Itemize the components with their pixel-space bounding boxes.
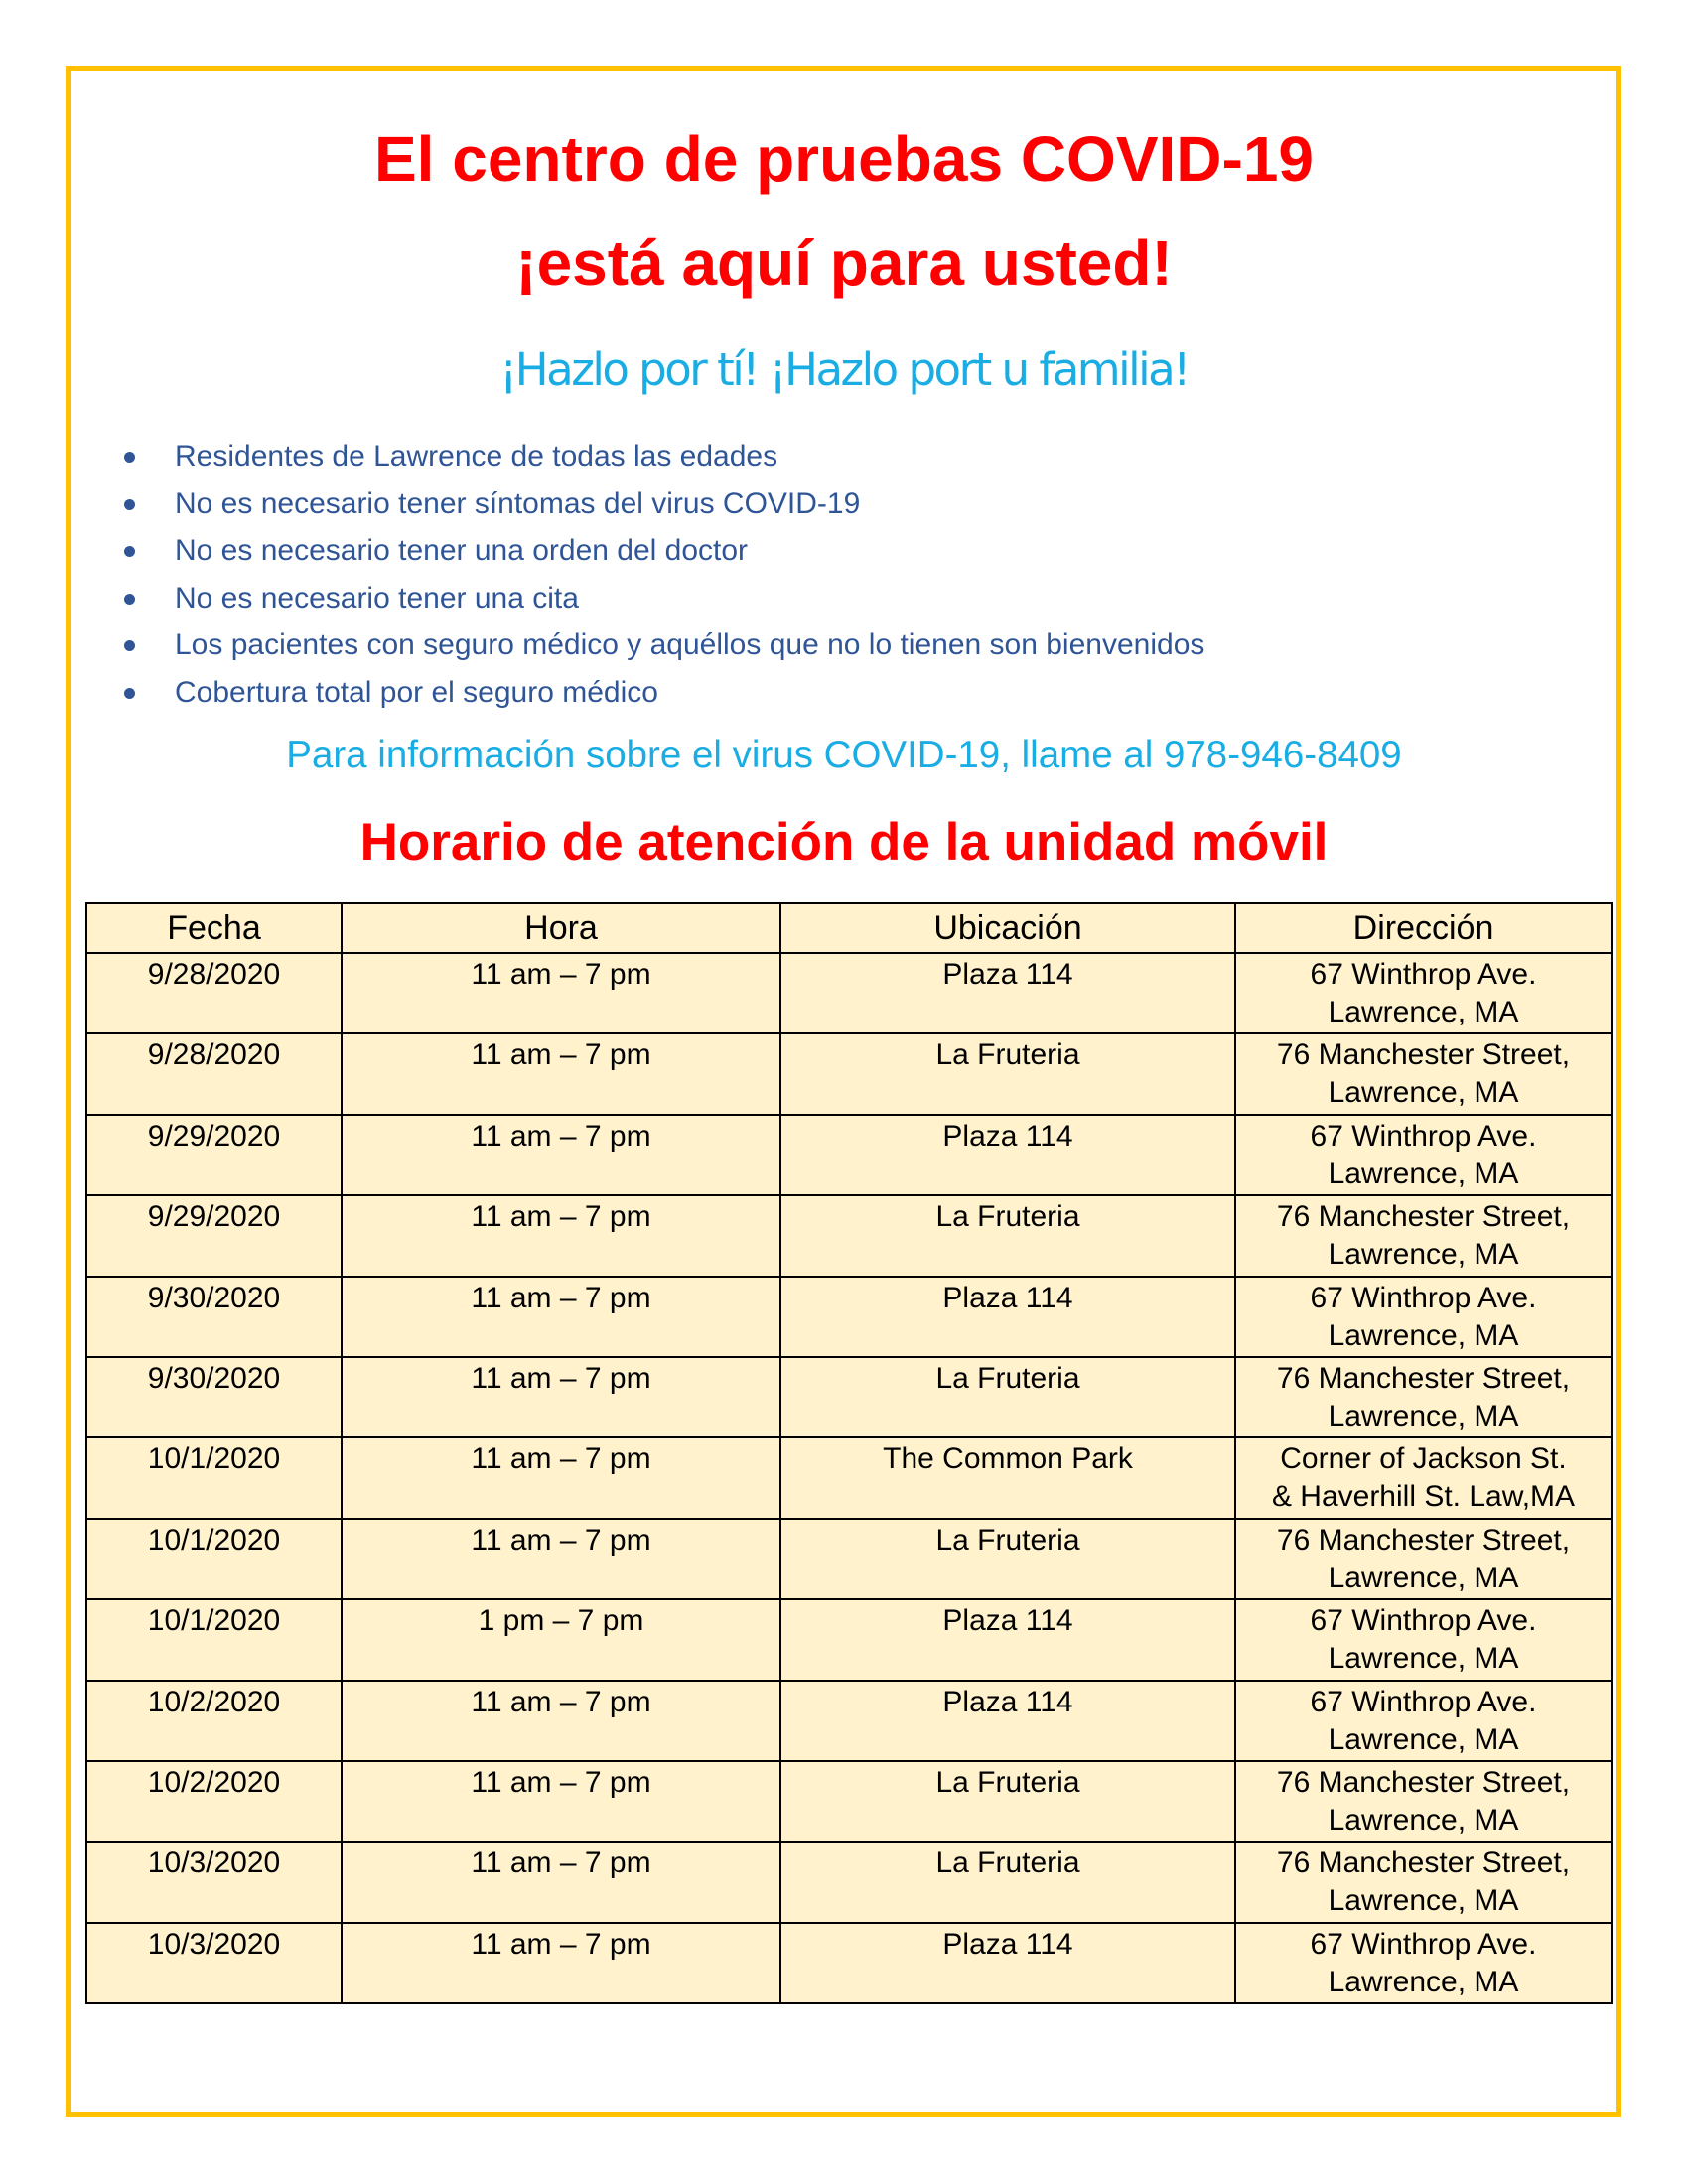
cell-fecha: 10/2/2020 <box>86 1681 342 1761</box>
page-title-line-1: El centro de pruebas COVID-19 <box>373 123 1315 195</box>
list-item-text: No es necesario tener una cita <box>175 581 579 614</box>
list-item <box>119 480 1204 528</box>
bullet-icon <box>124 640 135 651</box>
list-item <box>119 575 1204 622</box>
cell-hora: 11 am – 7 pm <box>342 1437 780 1518</box>
address-line: 76 Manchester Street, <box>1276 1038 1571 1072</box>
cell-direccion <box>1235 1437 1612 1518</box>
address-line: Lawrence, MA <box>1328 1157 1519 1190</box>
list-item <box>119 669 1204 717</box>
list-item-text: Los pacientes con seguro médico y aquéllos que no lo tienen son bienvenidos <box>175 628 1205 662</box>
cell-fecha: 9/30/2020 <box>86 1277 342 1357</box>
table-row <box>86 1195 1612 1276</box>
cell-hora: 11 am – 7 pm <box>342 1519 780 1599</box>
cell-hora: 11 am – 7 pm <box>342 1357 780 1437</box>
address-line: 67 Winthrop Ave. <box>1310 1119 1537 1153</box>
cell-fecha: 10/3/2020 <box>86 1842 342 1922</box>
list-item-text: Residentes de Lawrence de todas las edades <box>175 440 778 473</box>
cell-fecha: 10/1/2020 <box>86 1599 342 1680</box>
cell-direccion <box>1235 1599 1612 1680</box>
cell-direccion <box>1235 1195 1612 1276</box>
address-line: Lawrence, MA <box>1328 1884 1519 1918</box>
cell-direccion <box>1235 1842 1612 1922</box>
cell-ubicacion: La Fruteria <box>780 1357 1235 1437</box>
cell-hora: 11 am – 7 pm <box>342 1681 780 1761</box>
cell-ubicacion: Plaza 114 <box>780 1599 1235 1680</box>
table-row <box>86 1437 1612 1518</box>
list-item <box>119 433 1204 480</box>
table-row <box>86 1842 1612 1922</box>
cell-fecha: 10/1/2020 <box>86 1519 342 1599</box>
bullet-icon <box>124 688 135 699</box>
address-line: 76 Manchester Street, <box>1276 1200 1571 1234</box>
column-header-direccion: Dirección <box>1235 903 1612 953</box>
table-row <box>86 953 1612 1033</box>
address-line: 67 Winthrop Ave. <box>1310 1685 1537 1718</box>
page-title-line-2: ¡está aquí para usted! <box>515 227 1173 299</box>
cell-hora: 11 am – 7 pm <box>342 953 780 1033</box>
table-header-row <box>86 903 1612 953</box>
bullet-icon <box>124 594 135 605</box>
address-line: 67 Winthrop Ave. <box>1310 1927 1537 1961</box>
address-line: Lawrence, MA <box>1328 1561 1519 1594</box>
cell-fecha: 9/28/2020 <box>86 953 342 1033</box>
cell-hora: 11 am – 7 pm <box>342 1033 780 1114</box>
cell-fecha: 9/29/2020 <box>86 1195 342 1276</box>
cell-ubicacion: La Fruteria <box>780 1842 1235 1922</box>
address-line: 67 Winthrop Ave. <box>1310 1604 1537 1638</box>
cell-hora: 11 am – 7 pm <box>342 1115 780 1195</box>
schedule-title: Horario de atención de la unidad móvil <box>359 813 1329 872</box>
bullet-icon <box>124 546 135 557</box>
address-line: 67 Winthrop Ave. <box>1310 1281 1537 1314</box>
table-row <box>86 1033 1612 1114</box>
address-line: Corner of Jackson St. <box>1280 1442 1567 1476</box>
cell-direccion <box>1235 1115 1612 1195</box>
address-line: Lawrence, MA <box>1328 996 1519 1028</box>
cell-fecha: 9/28/2020 <box>86 1033 342 1114</box>
address-line: 76 Manchester Street, <box>1276 1765 1571 1799</box>
bullet-icon <box>124 499 135 510</box>
address-line: Lawrence, MA <box>1328 1642 1519 1676</box>
table-row <box>86 1761 1612 1842</box>
cell-fecha: 9/29/2020 <box>86 1115 342 1195</box>
cell-direccion <box>1235 1277 1612 1357</box>
table-row <box>86 1599 1612 1680</box>
table-row <box>86 1681 1612 1761</box>
cell-ubicacion: La Fruteria <box>780 1519 1235 1599</box>
address-line: 76 Manchester Street, <box>1276 1361 1571 1395</box>
cell-direccion <box>1235 953 1612 1033</box>
list-item <box>119 527 1204 575</box>
cell-direccion <box>1235 1519 1612 1599</box>
cell-hora: 11 am – 7 pm <box>342 1761 780 1842</box>
list-item-text: No es necesario tener una orden del doctor <box>175 534 749 568</box>
cell-ubicacion: La Fruteria <box>780 1033 1235 1114</box>
address-line: Lawrence, MA <box>1328 1803 1519 1837</box>
bullet-icon <box>124 452 135 463</box>
address-line: 76 Manchester Street, <box>1276 1523 1571 1557</box>
table-row <box>86 1923 1612 2003</box>
table-row <box>86 1277 1612 1357</box>
column-header-hora: Hora <box>342 903 780 953</box>
cell-ubicacion: Plaza 114 <box>780 1277 1235 1357</box>
cell-ubicacion: Plaza 114 <box>780 1923 1235 2003</box>
cell-ubicacion: The Common Park <box>780 1437 1235 1518</box>
address-line: Lawrence, MA <box>1328 1076 1519 1110</box>
table-row <box>86 1519 1612 1599</box>
cell-direccion <box>1235 1033 1612 1114</box>
cell-direccion <box>1235 1681 1612 1761</box>
cell-direccion <box>1235 1761 1612 1842</box>
address-line: 76 Manchester Street, <box>1276 1846 1571 1880</box>
cell-fecha: 10/2/2020 <box>86 1761 342 1842</box>
cell-fecha: 9/30/2020 <box>86 1357 342 1437</box>
cell-direccion <box>1235 1357 1612 1437</box>
cell-hora: 11 am – 7 pm <box>342 1195 780 1276</box>
cell-ubicacion: Plaza 114 <box>780 1115 1235 1195</box>
cell-direccion <box>1235 1923 1612 2003</box>
cell-ubicacion: La Fruteria <box>780 1195 1235 1276</box>
cell-fecha: 10/3/2020 <box>86 1923 342 2003</box>
cell-hora: 11 am – 7 pm <box>342 1842 780 1922</box>
info-phone-line: Para información sobre el virus COVID-19, llame al 978-946-8409 <box>286 734 1402 776</box>
address-line: Lawrence, MA <box>1328 1722 1519 1756</box>
address-line: Lawrence, MA <box>1328 1965 1519 1998</box>
list-item <box>119 621 1204 669</box>
list-item-text: No es necesario tener síntomas del virus COVID-19 <box>175 486 861 520</box>
cell-hora: 11 am – 7 pm <box>342 1923 780 2003</box>
cell-ubicacion: Plaza 114 <box>780 1681 1235 1761</box>
column-header-ubicacion: Ubicación <box>780 903 1235 953</box>
cell-ubicacion: Plaza 114 <box>780 953 1235 1033</box>
address-line: Lawrence, MA <box>1328 1318 1519 1352</box>
table-row <box>86 1357 1612 1437</box>
address-line: & Haverhill St. Law,MA <box>1271 1480 1576 1514</box>
cell-fecha: 10/1/2020 <box>86 1437 342 1518</box>
tagline: ¡Hazlo por tí! ¡Hazlo port u familia! <box>499 343 1189 396</box>
table-row <box>86 1115 1612 1195</box>
cell-ubicacion: La Fruteria <box>780 1761 1235 1842</box>
eligibility-list <box>119 433 1204 717</box>
list-item-text: Cobertura total por el seguro médico <box>175 675 658 709</box>
address-line: Lawrence, MA <box>1328 1238 1519 1272</box>
cell-hora: 1 pm – 7 pm <box>342 1599 780 1680</box>
address-line: Lawrence, MA <box>1328 1399 1519 1433</box>
cell-hora: 11 am – 7 pm <box>342 1277 780 1357</box>
column-header-fecha: Fecha <box>86 903 342 953</box>
address-line: 67 Winthrop Ave. <box>1310 958 1537 991</box>
schedule-table <box>85 902 1613 2004</box>
